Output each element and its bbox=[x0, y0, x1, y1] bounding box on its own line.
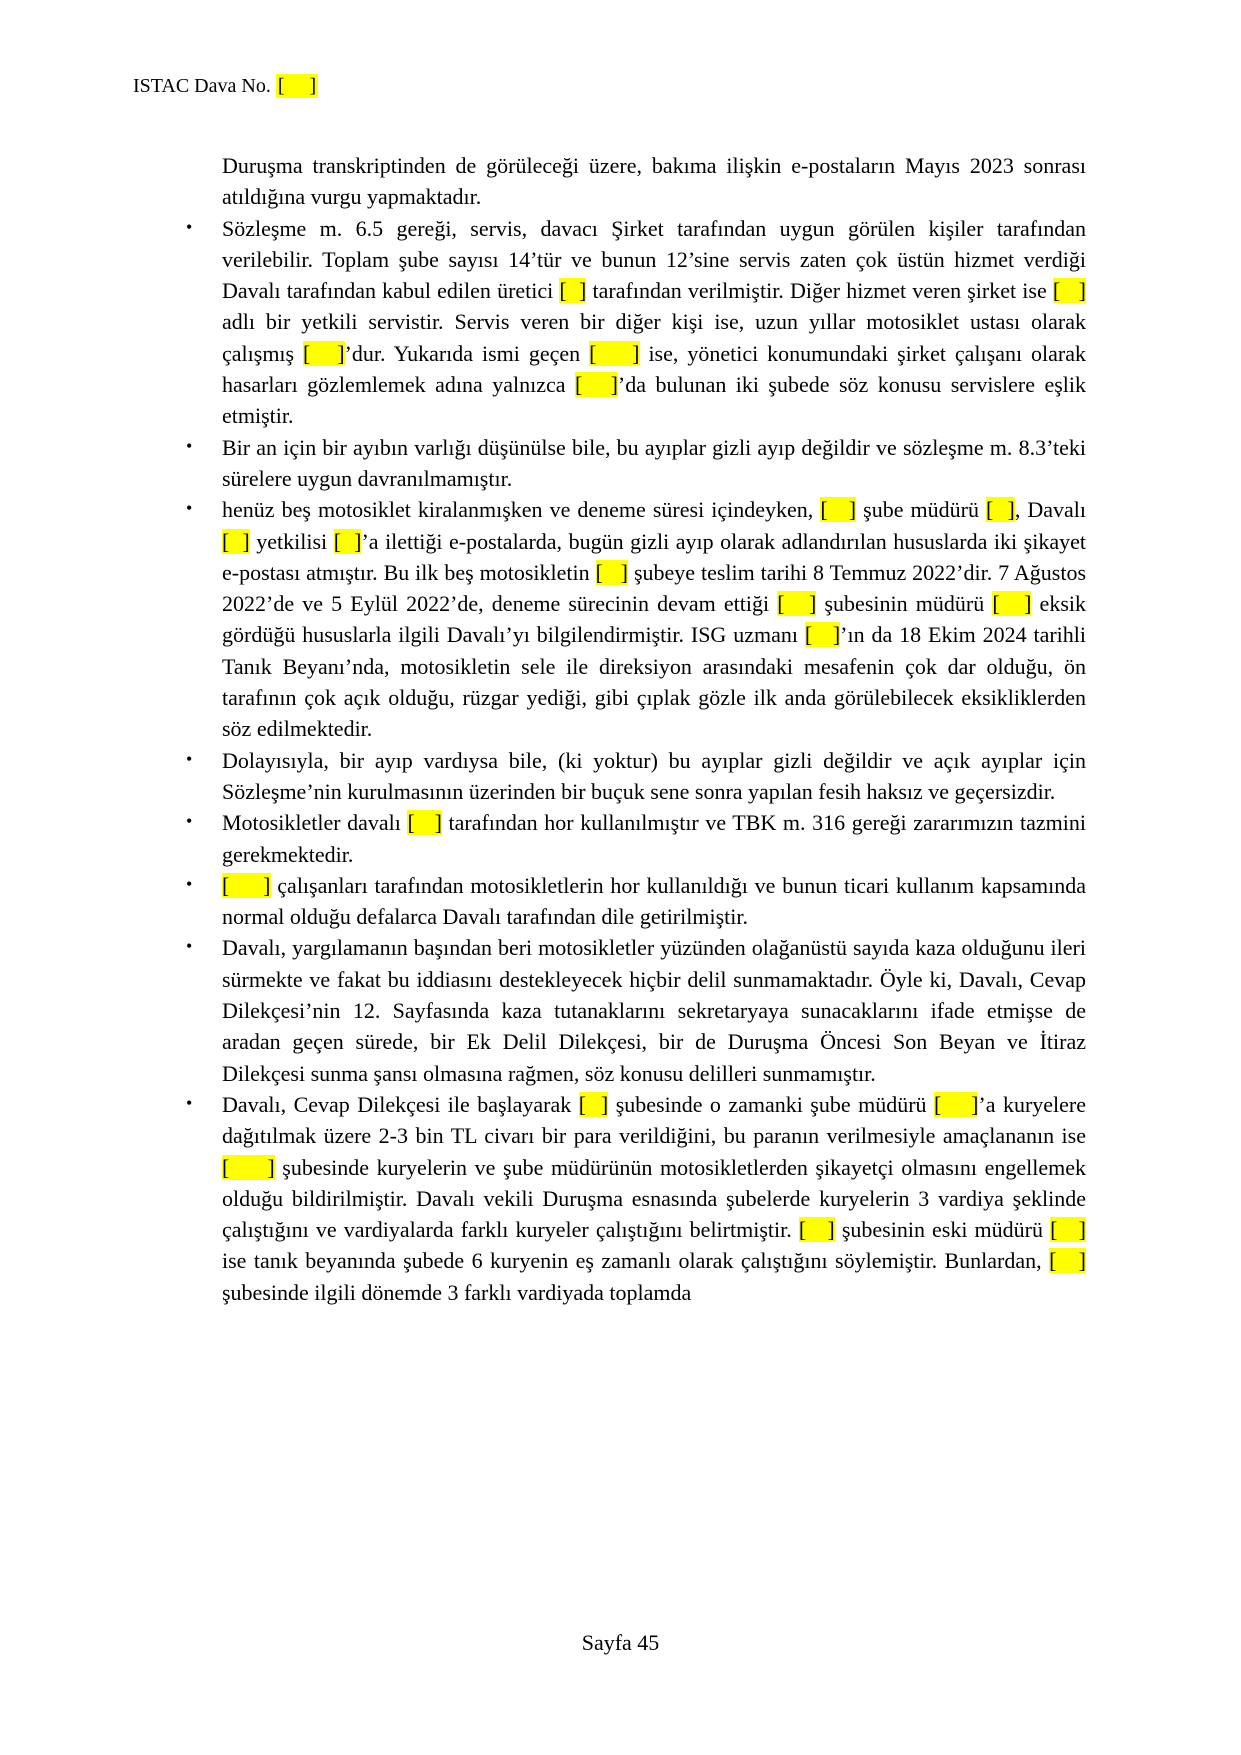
redaction-highlight: [ ] bbox=[804, 622, 841, 648]
page-number: Sayfa 45 bbox=[581, 1630, 660, 1655]
bullet-marker: • bbox=[186, 435, 193, 456]
redaction-highlight: [ ] bbox=[333, 528, 362, 554]
bullet-item: • Bir an için bir ayıbın varlığı düşünülse bile, bu ayıplar gizli ayıp değildir ve sözleşme m. 8.3’teki sürelere uygun davranılmamıştır. bbox=[222, 432, 1086, 495]
bullet-marker: • bbox=[186, 1092, 193, 1113]
redaction-highlight: [ ] bbox=[407, 810, 442, 836]
redaction-highlight: [ ] bbox=[992, 591, 1032, 617]
redaction-highlight: [ ] bbox=[277, 75, 317, 97]
bullet-marker: • bbox=[186, 748, 193, 769]
redaction-highlight: [ ] bbox=[559, 278, 587, 304]
redaction-highlight: [ ] bbox=[933, 1091, 979, 1117]
redaction-highlight: [ ] bbox=[303, 340, 345, 366]
redaction-highlight: [ ] bbox=[595, 559, 629, 585]
bullet-marker: • bbox=[186, 216, 193, 237]
bullet-item: • henüz beş motosiklet kiralanmışken ve deneme süresi içindeyken, [ ] şube müdürü [ ], Davalı [ ] yetkilisi [ ]’a ilettiği e-postalarda, bugün gizli ayıp olarak adlandırılan hususlarda iki şikayet e-postası atmıştır. Bu ilk beş motosikletin [ ] şubeye teslim tarihi 8 Temmuz 2022’dir. 7 Ağustos 2022’de ve 5 Eylül 2022’de, deneme sürecinin devam ettiği [ ] şubesinin müdürü [ ] eksik gördüğü hususlarla ilgili Davalı’yı bilgilendirmiştir. ISG uzmanı [ ]’ın da 18 Ekim 2024 tarihli Tanık Beyanı’nda, motosikletin sele ile direksiyon arasındaki mesafenin çok dar olduğu, ön tarafının çok açık olduğu, rüzgar yediği, gibi çıplak gözle ilk anda görülebilecek eksikliklerden söz edilmektedir. bbox=[222, 494, 1086, 744]
bullet-marker: • bbox=[186, 936, 193, 957]
bullet-marker: • bbox=[186, 873, 193, 894]
redaction-highlight: [ ] bbox=[589, 340, 640, 366]
bullet-item: • Dolayısıyla, bir ayıp vardıysa bile, (ki yoktur) bu ayıplar gizli değildir ve açık ayıplar için Sözleşme’nin kurulmasının üzerinden bir buçuk sene sonra yapılan fesih haksız ve geçersizdir. bbox=[222, 745, 1086, 808]
bullet-marker: • bbox=[186, 498, 193, 519]
bullet-item: • Sözleşme m. 6.5 gereği, servis, davacı Şirket tarafından uygun görülen kişiler tarafından verilebilir. Toplam şube sayısı 14’tür ve bunun 12’sine servis zaten çok üstün hizmet verdiği Davalı tarafından kabul edilen üretici [ ] tarafından verilmiştir. Diğer hizmet veren şirket ise [ ] adlı bir yetkili servistir. Servis veren bir diğer kişi ise, uzun yıllar motosiklet ustası olarak çalışmış [ ]’dur. Yukarıda ismi geçen [ ] ise, yönetici konumundaki şirket çalışanı olarak hasarları gözlemlemek adına yalnızca [ ]’da bulunan iki şubede söz konusu servislere eşlik etmiştir. bbox=[222, 213, 1086, 432]
redaction-highlight: [ ] bbox=[820, 497, 857, 523]
bullet-item: • Davalı, Cevap Dilekçesi ile başlayarak [ ] şubesinde o zamanki şube müdürü [ ]’a kuryelere dağıtılmak üzere 2-3 bin TL civarı bir para verildiğini, bu paranın verilmesiyle amaçlananın ise [ ] şubesinde kuryelerin ve şube müdürünün motosikletlerden şikayetçi olmasını engellemek olduğu bildirilmiştir. Davalı vekili Duruşma esnasında şubelerde kuryelerin 3 vardiya şeklinde çalıştığını ve vardiyalarda farklı kuryeler çalıştığını belirtmiştir. [ ] şubesinin eski müdürü [ ] ise tanık beyanında şubede 6 kuryenin eş zamanlı olarak çalıştığını söylemiştir. Bunlardan, [ ] şubesinde ilgili dönemde 3 farklı vardiyada toplamda bbox=[222, 1089, 1086, 1308]
document-body bbox=[186, 150, 1087, 1308]
redaction-highlight: [ ] bbox=[222, 528, 250, 554]
redaction-highlight: [ ] bbox=[222, 872, 271, 898]
redaction-highlight: [ ] bbox=[222, 1154, 275, 1180]
redaction-highlight: [ ] bbox=[578, 1091, 609, 1117]
bullet-item: • Davalı, yargılamanın başından beri motosikletler yüzünden olağanüstü sayıda kaza olduğunu ileri sürmekte ve fakat bu iddiasını destekleyecek hiçbir delil sunmamaktadır. Öyle ki, Davalı, Cevap Dilekçesi’nin 12. Sayfasında kaza tutanaklarını sekretaryaya sunacaklarını ifade etmişse de aradan geçen sürede, bir Ek Delil Dilekçesi, bir de Duruşma Öncesi Son Beyan ve İtiraz Dilekçesi sunma şansı olmasına rağmen, söz konusu delilleri sunmamıştır. bbox=[222, 932, 1086, 1088]
redaction-highlight: [ ] bbox=[1049, 1248, 1086, 1274]
redaction-highlight: [ ] bbox=[1052, 278, 1086, 304]
redaction-highlight: [ ] bbox=[777, 591, 817, 617]
case-number-label: ISTAC Dava No. bbox=[133, 75, 271, 97]
redaction-highlight: [ ] bbox=[798, 1217, 835, 1243]
redaction-highlight: [ ] bbox=[574, 372, 618, 398]
redaction-highlight: [ ] bbox=[1050, 1217, 1087, 1243]
case-number-header bbox=[133, 72, 318, 100]
bullet-item: • [ ] çalışanları tarafından motosikletlerin hor kullanıldığı ve bunun ticari kullanım kapsamında normal olduğu defalarca Davalı tarafından dile getirilmiştir. bbox=[222, 870, 1086, 933]
page-footer bbox=[0, 1630, 1241, 1656]
paragraph: Duruşma transkriptinden de görüleceği üzere, bakıma ilişkin e-postaların Mayıs 2023 sonrası atıldığına vurgu yapmaktadır. bbox=[222, 153, 1086, 210]
bullet-item: • Motosikletler davalı [ ] tarafından hor kullanılmıştır ve TBK m. 316 gereği zararımızın tazmini gerekmektedir. bbox=[222, 807, 1086, 870]
redaction-highlight: [ ] bbox=[986, 497, 1015, 523]
bullet-marker: • bbox=[186, 811, 193, 832]
